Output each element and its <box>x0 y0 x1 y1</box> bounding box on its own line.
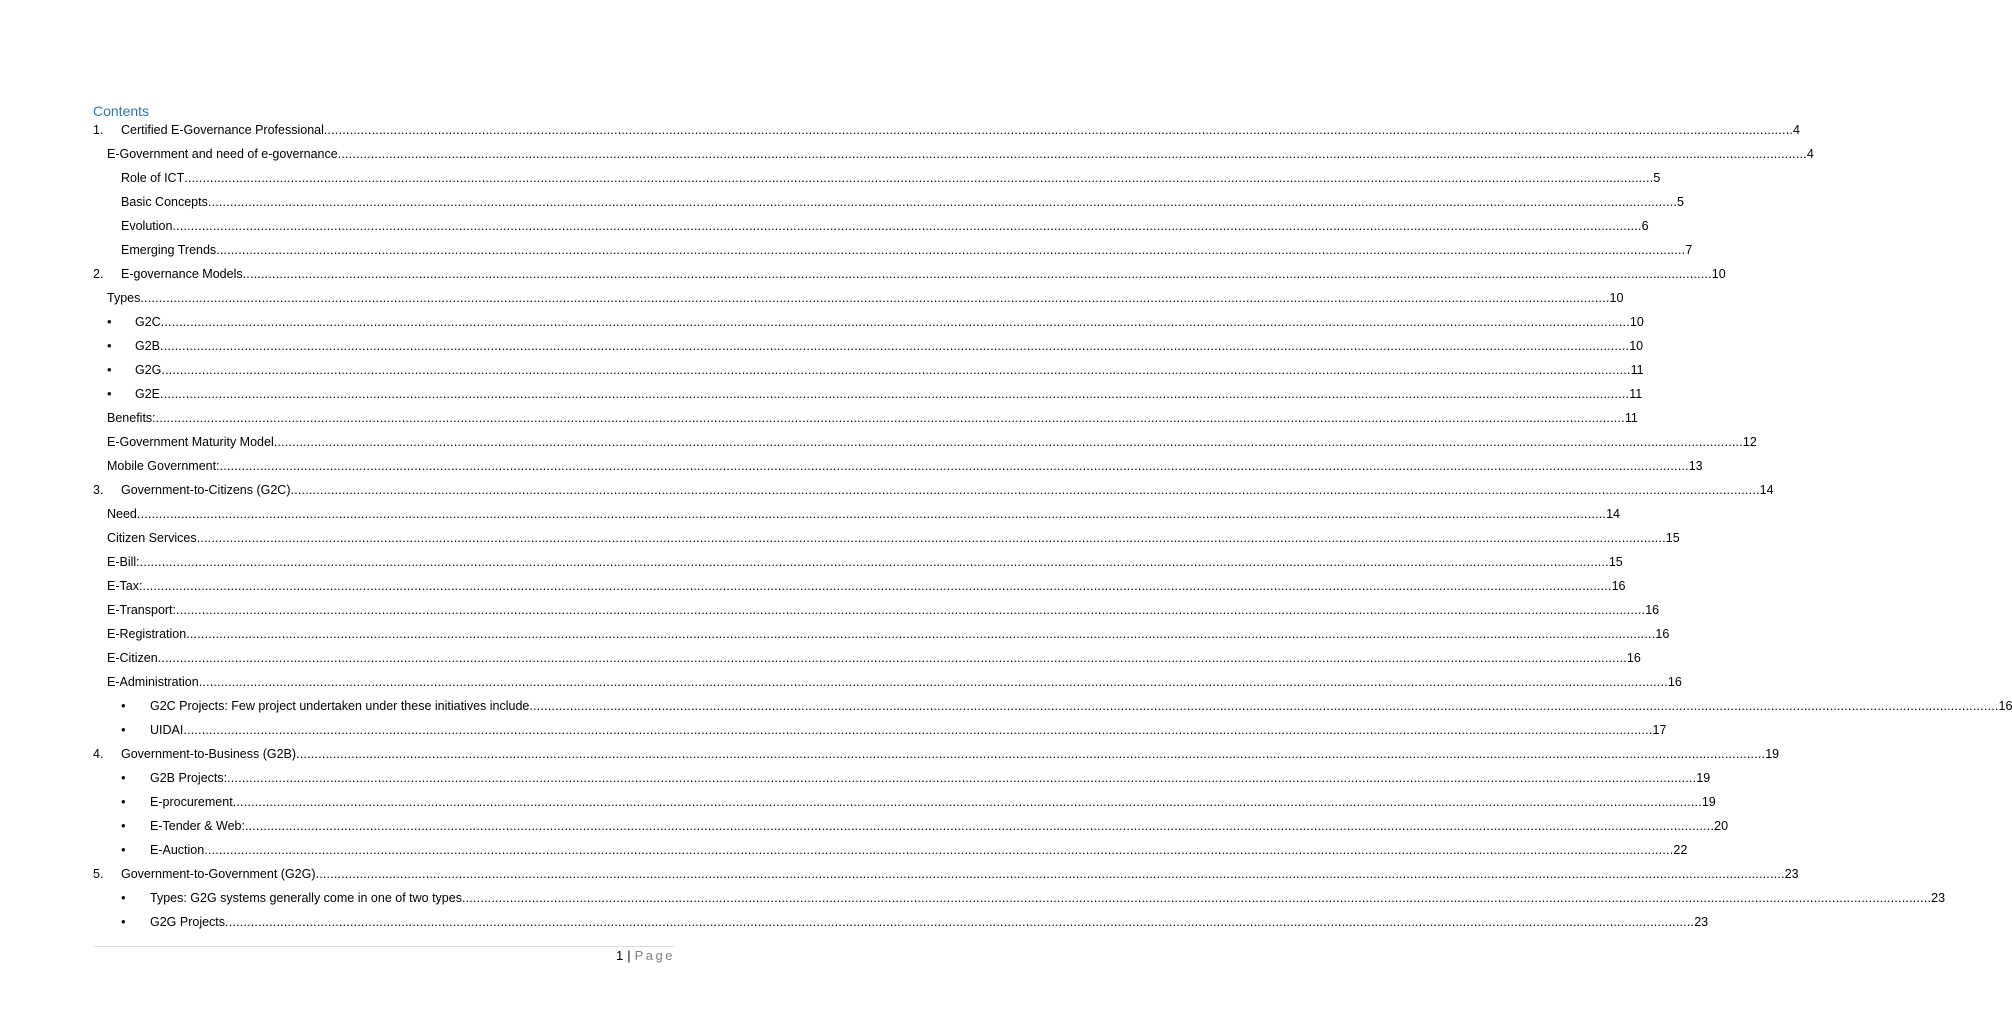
toc-entry-title[interactable]: E-procurement <box>150 795 233 809</box>
toc-page-number[interactable]: 19 <box>1701 795 1716 809</box>
toc-entry-title[interactable]: E-governance Models <box>121 267 243 281</box>
toc-entry-title[interactable]: G2G <box>135 363 162 377</box>
toc-entry-title[interactable]: Basic Concepts <box>121 195 208 209</box>
toc-page-number[interactable]: 15 <box>1665 531 1680 545</box>
toc-entry-number: 5. <box>93 867 104 881</box>
toc-entry-title[interactable]: E-Transport: <box>107 603 177 617</box>
toc-dot-leader: ................................................................................................................................................................................................................................................................................................................................................................................................................ <box>296 747 1766 761</box>
toc-bullet: • <box>121 818 126 833</box>
toc-entry[interactable] <box>0 118 1800 142</box>
toc-dot-leader: ................................................................................................................................................................................................................................................................................................................................................................................................................ <box>161 363 1631 377</box>
toc-entry[interactable] <box>0 694 2012 718</box>
toc-page-number[interactable]: 11 <box>1630 363 1644 377</box>
toc-dot-leader: ................................................................................................................................................................................................................................................................................................................................................................................................................ <box>242 267 1712 281</box>
toc-entry[interactable] <box>0 838 1688 862</box>
toc-entry-title[interactable]: Types <box>107 291 141 305</box>
toc-entry-title[interactable]: E-Government and need of e-governance <box>107 147 338 161</box>
toc-entry-title[interactable]: E-Registration <box>107 627 187 641</box>
toc-dot-leader: ................................................................................................................................................................................................................................................................................................................................................................................................................ <box>219 459 1689 473</box>
toc-page-number[interactable]: 11 <box>1624 411 1638 425</box>
toc-dot-leader: ................................................................................................................................................................................................................................................................................................................................................................................................................ <box>140 291 1610 305</box>
toc-page-number[interactable]: 16 <box>1655 627 1670 641</box>
toc-entry-title[interactable]: Government-to-Government (G2G) <box>121 867 316 881</box>
toc-page-number[interactable]: 22 <box>1673 843 1688 857</box>
toc-entry-number: 4. <box>93 747 104 761</box>
toc-entry[interactable] <box>0 598 1660 622</box>
toc-page-number[interactable]: 7 <box>1685 243 1693 257</box>
page-footer <box>616 947 675 965</box>
toc-bullet: • <box>121 770 126 785</box>
toc-entry-title[interactable]: E-Bill: <box>107 555 140 569</box>
toc-entry[interactable] <box>0 718 1667 742</box>
toc-dot-leader: ................................................................................................................................................................................................................................................................................................................................................................................................................ <box>160 339 1630 353</box>
toc-dot-leader: ................................................................................................................................................................................................................................................................................................................................................................................................................ <box>172 219 1642 233</box>
toc-entry-title[interactable]: E-Government Maturity Model <box>107 435 274 449</box>
toc-page-number[interactable]: 6 <box>1641 219 1649 233</box>
toc-dot-leader: ................................................................................................................................................................................................................................................................................................................................................................................................................ <box>186 627 1656 641</box>
toc-entry-number: 1. <box>93 123 104 137</box>
toc-entry-title[interactable]: Government-to-Business (G2B) <box>121 747 297 761</box>
toc-entry[interactable] <box>0 814 1729 838</box>
toc-entry-title[interactable]: Benefits: <box>107 411 156 425</box>
toc-page-number[interactable]: 5 <box>1677 195 1684 209</box>
toc-entry[interactable] <box>0 862 1799 886</box>
toc-entry-number: 2. <box>93 267 104 281</box>
toc-page-number[interactable]: 11 <box>1629 387 1643 401</box>
toc-entry[interactable] <box>0 886 1946 910</box>
toc-entry-title[interactable]: Need <box>107 507 137 521</box>
toc-entry[interactable] <box>0 454 1703 478</box>
toc-dot-leader: ................................................................................................................................................................................................................................................................................................................................................................................................................ <box>323 123 1794 137</box>
toc-bullet: • <box>107 314 112 329</box>
toc-dot-leader: ................................................................................................................................................................................................................................................................................................................................................................................................................ <box>198 675 1668 689</box>
toc-entry[interactable] <box>0 790 1716 814</box>
toc-entry-number: 3. <box>93 483 104 497</box>
toc-entry-title[interactable]: E-Administration <box>107 675 199 689</box>
toc-dot-leader: ................................................................................................................................................................................................................................................................................................................................................................................................................ <box>160 387 1630 401</box>
toc-entry-title[interactable]: E-Tender & Web: <box>150 819 245 833</box>
toc-entry-title[interactable]: E-Citizen <box>107 651 158 665</box>
toc-page-number[interactable]: 14 <box>1759 483 1774 497</box>
toc-dot-leader: ................................................................................................................................................................................................................................................................................................................................................................................................................ <box>184 171 1654 185</box>
toc-page-number[interactable]: 17 <box>1652 723 1667 737</box>
toc-entry[interactable] <box>0 262 1726 286</box>
toc-bullet: • <box>121 794 126 809</box>
toc-entry[interactable] <box>0 502 1620 526</box>
toc-dot-leader: ................................................................................................................................................................................................................................................................................................................................................................................................................ <box>337 147 1807 161</box>
toc-page-number[interactable]: 5 <box>1653 171 1661 185</box>
toc-entry[interactable] <box>0 310 1644 334</box>
toc-dot-leader: ................................................................................................................................................................................................................................................................................................................................................................................................................ <box>157 651 1627 665</box>
toc-entry[interactable] <box>0 238 1693 262</box>
toc-page-number[interactable]: 23 <box>1931 891 1946 905</box>
toc-page-number[interactable]: 16 <box>1626 651 1641 665</box>
toc-dot-leader: ................................................................................................................................................................................................................................................................................................................................................................................................................ <box>139 555 1609 569</box>
toc-entry-title[interactable]: Government-to-Citizens (G2C) <box>121 483 291 497</box>
toc-entry-title[interactable]: Mobile Government: <box>107 459 220 473</box>
toc-entry-title[interactable]: UIDAI <box>150 723 184 737</box>
page-word: Page <box>634 948 675 963</box>
toc-dot-leader: ................................................................................................................................................................................................................................................................................................................................................................................................................ <box>225 915 1695 929</box>
toc-entry-title[interactable]: Types: G2G systems generally come in one of two types <box>150 891 462 905</box>
toc-page-number[interactable]: 13 <box>1688 459 1703 473</box>
toc-page-number[interactable]: 19 <box>1696 771 1711 785</box>
toc-dot-leader: ................................................................................................................................................................................................................................................................................................................................................................................................................ <box>227 771 1697 785</box>
toc-page-number[interactable]: 16 <box>1667 675 1682 689</box>
toc-entry[interactable] <box>0 550 1623 574</box>
toc-page-number[interactable]: 12 <box>1742 435 1757 449</box>
toc-page-number[interactable]: 10 <box>1629 339 1644 353</box>
toc-dot-leader: ................................................................................................................................................................................................................................................................................................................................................................................................................ <box>196 531 1666 545</box>
toc-entry-title[interactable]: Evolution <box>121 219 173 233</box>
toc-entry-title[interactable]: G2G Projects <box>150 915 226 929</box>
toc-entry[interactable] <box>0 406 1638 430</box>
toc-bullet: • <box>107 338 112 353</box>
toc-bullet: • <box>121 722 126 737</box>
toc-dot-leader: ................................................................................................................................................................................................................................................................................................................................................................................................................ <box>315 867 1785 881</box>
toc-page-number[interactable]: 23 <box>1784 867 1799 881</box>
toc-page-number[interactable]: 14 <box>1606 507 1620 521</box>
toc-page-number[interactable]: 4 <box>1793 123 1800 137</box>
toc-entry-title[interactable]: G2C Projects: Few project undertaken under these initiatives include <box>150 699 530 713</box>
toc-dot-leader: ................................................................................................................................................................................................................................................................................................................................................................................................................ <box>273 435 1743 449</box>
toc-dot-leader: ................................................................................................................................................................................................................................................................................................................................................................................................................ <box>155 411 1625 425</box>
toc-entry[interactable] <box>0 358 1644 382</box>
toc-page-number[interactable]: 10 <box>1629 315 1644 329</box>
toc-page-number[interactable]: 19 <box>1765 747 1780 761</box>
toc-dot-leader: ................................................................................................................................................................................................................................................................................................................................................................................................................ <box>216 243 1686 257</box>
toc-dot-leader: ................................................................................................................................................................................................................................................................................................................................................................................................................ <box>142 579 1612 593</box>
toc-entry[interactable] <box>0 142 1814 166</box>
page-number: 1 <box>616 948 624 963</box>
toc-dot-leader: ................................................................................................................................................................................................................................................................................................................................................................................................................ <box>529 699 1999 713</box>
footer-divider <box>93 946 675 947</box>
toc-page-number[interactable]: 16 <box>1998 699 2012 713</box>
toc-bullet: • <box>121 698 126 713</box>
toc-dot-leader: ................................................................................................................................................................................................................................................................................................................................................................................................................ <box>244 819 1715 833</box>
toc-entry-title[interactable]: G2B Projects: <box>150 771 228 785</box>
toc-bullet: • <box>107 386 112 401</box>
toc-dot-leader: ................................................................................................................................................................................................................................................................................................................................................................................................................ <box>232 795 1702 809</box>
toc-entry-title[interactable]: Certified E-Governance Professional <box>121 123 324 137</box>
toc-dot-leader: ................................................................................................................................................................................................................................................................................................................................................................................................................ <box>290 483 1760 497</box>
toc-entry[interactable] <box>0 622 1670 646</box>
toc-entry[interactable] <box>0 286 1624 310</box>
toc-page-number[interactable]: 4 <box>1806 147 1814 161</box>
toc-page-number[interactable]: 16 <box>1645 603 1660 617</box>
toc-dot-leader: ................................................................................................................................................................................................................................................................................................................................................................................................................ <box>136 507 1607 521</box>
toc-dot-leader: ................................................................................................................................................................................................................................................................................................................................................................................................................ <box>461 891 1932 905</box>
toc-page-number[interactable]: 10 <box>1711 267 1726 281</box>
toc-bullet: • <box>107 362 112 377</box>
toc-entry[interactable] <box>0 766 1711 790</box>
toc-entry[interactable] <box>0 478 1774 502</box>
toc-entry[interactable] <box>0 670 1682 694</box>
table-of-contents <box>0 118 2012 934</box>
footer-separator: | <box>627 948 631 963</box>
toc-entry-title[interactable]: E-Tax: <box>107 579 143 593</box>
toc-entry[interactable] <box>0 166 1661 190</box>
toc-entry-title[interactable]: E-Auction <box>150 843 205 857</box>
toc-bullet: • <box>121 914 126 929</box>
toc-dot-leader: ................................................................................................................................................................................................................................................................................................................................................................................................................ <box>207 195 1678 209</box>
toc-entry-title[interactable]: Citizen Services <box>107 531 197 545</box>
toc-entry[interactable] <box>0 382 1643 406</box>
toc-entry-title[interactable]: Role of ICT <box>121 171 185 185</box>
toc-dot-leader: ................................................................................................................................................................................................................................................................................................................................................................................................................ <box>160 315 1630 329</box>
toc-entry[interactable] <box>0 742 1780 766</box>
toc-entry[interactable] <box>0 190 1684 214</box>
toc-entry[interactable] <box>0 430 1757 454</box>
toc-page-number[interactable]: 10 <box>1609 291 1624 305</box>
toc-bullet: • <box>121 890 126 905</box>
toc-dot-leader: ................................................................................................................................................................................................................................................................................................................................................................................................................ <box>176 603 1646 617</box>
toc-entry-title[interactable]: G2C <box>135 315 161 329</box>
toc-dot-leader: ................................................................................................................................................................................................................................................................................................................................................................................................................ <box>204 843 1674 857</box>
toc-page-number[interactable]: 15 <box>1608 555 1623 569</box>
toc-page-number[interactable]: 16 <box>1611 579 1626 593</box>
toc-entry-title[interactable]: Emerging Trends <box>121 243 217 257</box>
toc-title: Contents <box>93 103 150 119</box>
toc-dot-leader: ................................................................................................................................................................................................................................................................................................................................................................................................................ <box>183 723 1653 737</box>
toc-entry-title[interactable]: G2B <box>135 339 161 353</box>
toc-entry[interactable] <box>0 214 1649 238</box>
toc-entry[interactable] <box>0 910 1709 934</box>
toc-entry-title[interactable]: G2E <box>135 387 161 401</box>
toc-page-number[interactable]: 20 <box>1714 819 1729 833</box>
toc-entry[interactable] <box>0 334 1644 358</box>
toc-entry[interactable] <box>0 526 1680 550</box>
toc-entry[interactable] <box>0 574 1626 598</box>
toc-bullet: • <box>121 842 126 857</box>
toc-page-number[interactable]: 23 <box>1694 915 1709 929</box>
toc-entry[interactable] <box>0 646 1641 670</box>
